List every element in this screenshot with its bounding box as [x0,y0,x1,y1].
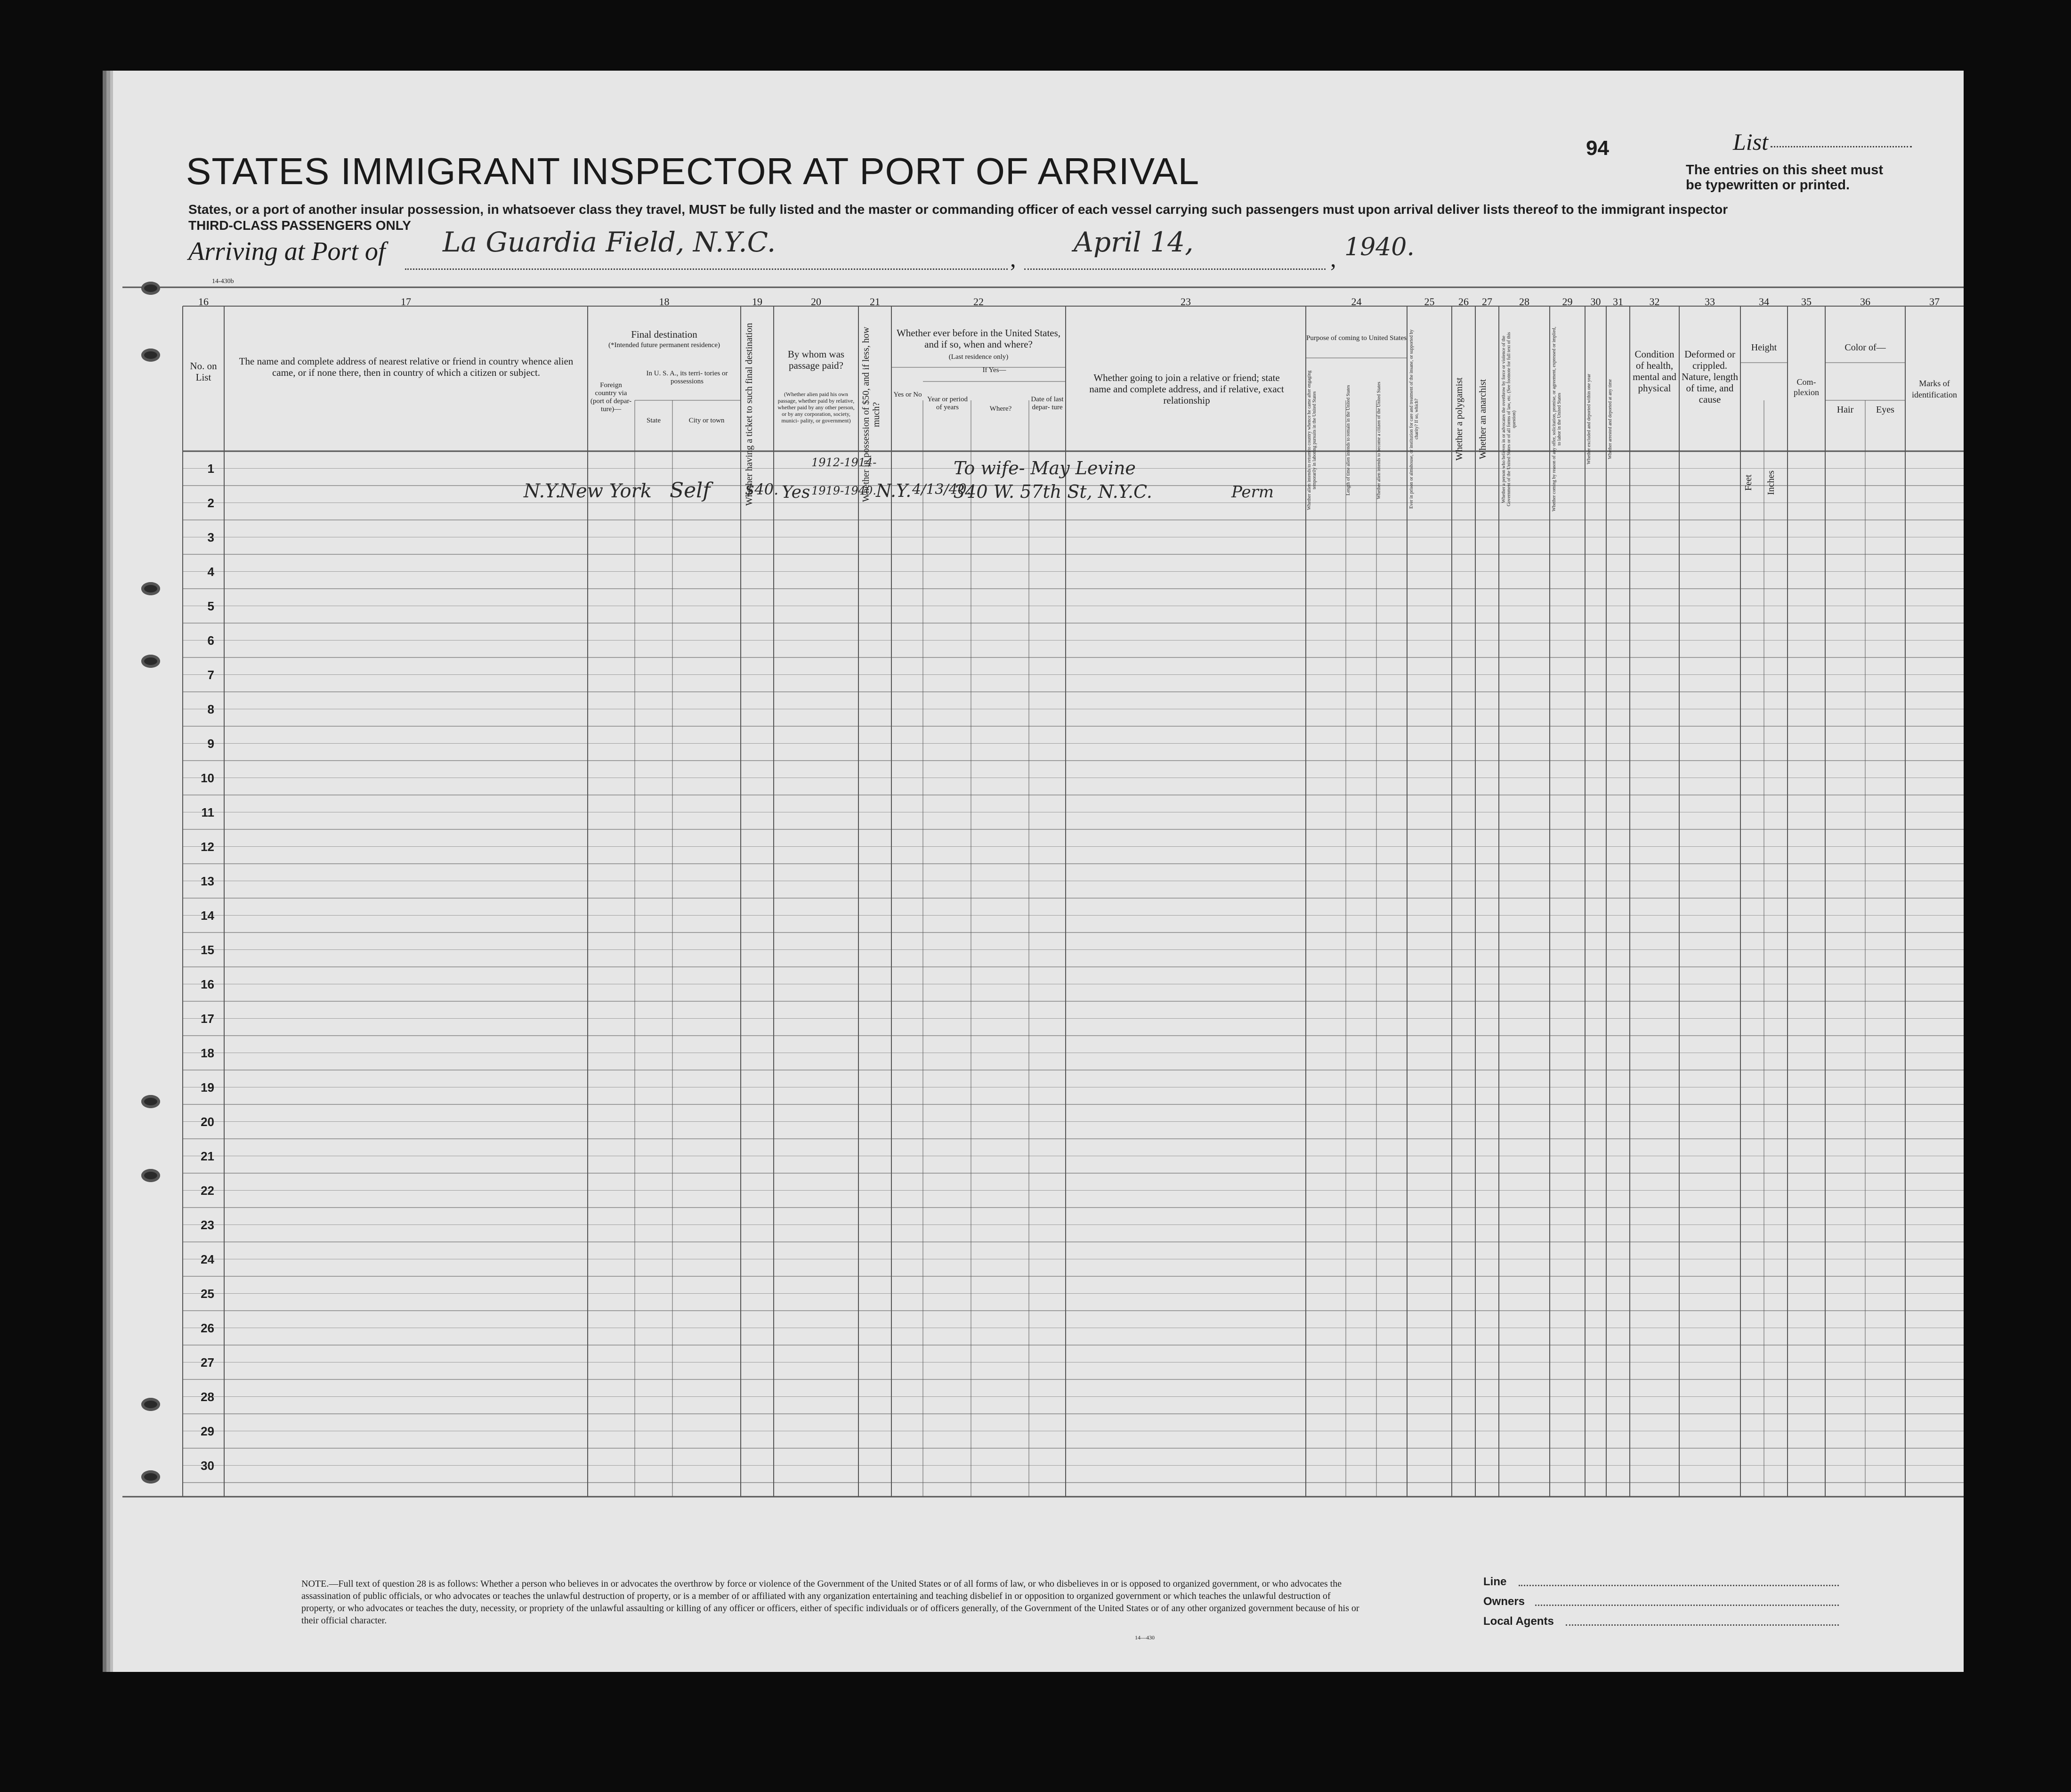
line-label: Line [1483,1575,1507,1588]
header-purpose-length: Length of time alien intends to remain in the United States [1346,385,1351,496]
row-number: 28 [201,1390,214,1404]
header-anarchist: Whether an anarchist [1478,379,1488,459]
col-number: 32 [1649,296,1660,308]
col-number: 19 [752,296,762,308]
binder-hole [141,582,160,595]
row-number: 14 [201,908,214,923]
page-title: STATES IMMIGRANT INSPECTOR AT PORT OF ARRIVAL [186,150,1200,192]
entry-yes-no: Yes [782,483,810,502]
row-number: 17 [201,1012,214,1026]
header-passage-paid-sub: (Whether alien paid his own passage, whether paid by relative, whether paid by any other person, or by any corporation, society, munici- pality, or government) [777,391,855,424]
entry-purpose: Perm [1231,483,1274,502]
header-purpose: Purpose of coming to United States [1306,334,1407,342]
col-number: 18 [659,296,670,308]
entry-years-2: 1919-1940. [811,484,876,497]
col-number: 27 [1482,296,1492,308]
row-number: 25 [201,1287,214,1301]
header-purpose-citizen: Whether alien intends to become a citizen of the United States [1376,381,1382,499]
owners-field [1535,1605,1839,1606]
row-number: 2 [207,496,214,510]
row-number: 20 [201,1115,214,1129]
row-number: 1 [207,462,214,476]
col-number: 34 [1759,296,1769,308]
row-number: 26 [201,1321,214,1335]
header-if-yes: If Yes— [982,366,1006,374]
row-number: 9 [207,737,214,751]
col-number: 26 [1458,296,1469,308]
date-value: April 14, [1074,226,1194,258]
row-number: 30 [201,1459,214,1473]
header-going-to-join: Whether going to join a relative or friend; state name and complete address, and if relative, exact relationship [1089,372,1284,406]
owners-label: Owners [1483,1595,1525,1608]
binder-hole [141,1095,160,1108]
local-agents-label: Local Agents [1483,1615,1554,1628]
entry-money: $40. [745,480,779,498]
row-number: 4 [207,565,214,579]
header-excluded-deported: Whether excluded and deported within one year [1586,373,1592,465]
col-number: 17 [401,296,411,308]
row-number: 29 [201,1424,214,1438]
header-deformed: Deformed or crippled. Nature, length of time, and cause [1681,349,1739,405]
row-number: 27 [201,1355,214,1370]
col-number: 16 [198,296,209,308]
footnote-question-28: NOTE.—Full text of question 28 is as follows: Whether a person who believes in or advocates the overthrow by force or violence of the Government of the United States or of all forms of law, or who disbelieves in or is opposed to organized government, or who advocates the assassination of public officials, or who advocates or teaches the unlawful destruction of property, or is a member of or affiliated with any organization entertaining and teaching disbelief in or opposition to organized government or which teaches the unlawful destruction of property, or who advocates or teaches the duty, necessity, or propriety of the unlawful assaulting or killing of any officer or officers, either of specific individuals or of officers generally, of the Government of the United States or of any other organized government because of his or their official character. [301,1579,1359,1626]
header-eyes: Eyes [1876,405,1894,415]
header-nearest-relative: The name and complete address of nearest relative or friend in country whence alien came, or if none there, then in country of which a citizen or subject. [239,356,574,378]
row-number: 13 [201,874,214,888]
manifest-sheet [113,71,1964,1672]
header-offer-labor: Whether coming by reason of any offer, solicitation, promise, or agreement, expressed or implied, to labor in the United States [1552,326,1562,512]
header-ever-before-in-us: Whether ever before in the United States, and if so, when and where? [896,327,1061,350]
sheet-number: 94 [1586,137,1609,160]
row-number: 6 [207,633,214,648]
row-number: 19 [201,1080,214,1095]
header-purpose-return: Whether alien intends to return to country whence he came after engaging temporarily in laboring pursuits in the United States [1307,370,1317,511]
header-question-28: Whether a person who believes in or advocates the overthrow by force or violence of the Government of the United States or of all forms of law, etc. (See footnote for full text of this question) [1501,332,1517,506]
header-height: Height [1751,342,1777,353]
header-health: Condition of health, mental and physical [1633,349,1676,394]
header-fifty-dollars: Whether in possession of $50, and if less, how much? [861,326,882,503]
col-number: 25 [1424,296,1435,308]
col-number: 28 [1519,296,1529,308]
binder-hole [141,1470,160,1484]
row-number: 10 [201,771,214,785]
entries-note-line-2: be typewritten or printed. [1686,178,1850,193]
row-number: 23 [201,1218,214,1232]
header-marks-identification: Marks of identification [1912,379,1957,399]
list-label: List [1733,129,1769,155]
row-number: 5 [207,599,214,613]
row-number: 22 [201,1184,214,1198]
header-in-usa: In U. S. A., its terri- tories or possessions [646,370,728,385]
entries-note-line-1: The entries on this sheet must [1686,162,1883,178]
header-state: State [647,417,661,424]
header-inches: Inches [1766,470,1776,495]
header-prison-almshouse: Ever in prison or almshouse, or institution for care and treatment of the insane, or supported by charity? If so, which? [1409,329,1419,509]
row-number: 15 [201,943,214,957]
line-field [1519,1585,1839,1586]
row-number: 16 [201,977,214,991]
binder-hole [141,1169,160,1182]
entry-city: New York [559,480,652,502]
col-number: 29 [1562,296,1573,308]
row-number: 3 [207,530,214,544]
manifest-grid [113,71,1964,1672]
row-number: 8 [207,702,214,716]
binder-hole [141,1398,160,1411]
row-number: 18 [201,1046,214,1060]
binder-hole [141,349,160,362]
year-value: 1940. [1344,233,1415,261]
col-number: 23 [1181,296,1191,308]
entry-paid-by: Self [670,478,711,503]
instructions-line-2: THIRD-CLASS PASSENGERS ONLY [188,218,411,233]
comma-separator: , [1010,245,1016,272]
header-where: Where? [989,405,1012,413]
port-value: La Guardia Field, N.Y.C. [443,226,776,258]
header-complexion: Com- plexion [1794,377,1819,397]
row-number: 12 [201,840,214,854]
entry-date-departure: 4/13/40. [912,481,971,498]
header-polygamist: Whether a polygamist [1454,377,1464,461]
header-arrested-deported: Whether arrested and deported at any time [1608,379,1613,459]
arriving-label: Arriving at Port of [188,237,386,266]
form-number-bottom: 14—430 [1135,1634,1155,1641]
entry-join-line-2: 340 W. 57th St, N.Y.C. [954,481,1152,502]
col-number: 36 [1860,296,1870,308]
header-final-destination-sub: (*Intended future permanent residence) [608,341,720,349]
col-number: 21 [870,296,880,308]
entry-state: N.Y. [524,480,561,502]
entry-years-1: 1912-1914- [811,456,877,469]
header-date-last-departure: Date of last depar- ture [1031,396,1064,411]
header-final-destination: Final destination [631,329,697,340]
row-number: 7 [207,668,214,682]
header-last-residence: (Last residence only) [948,353,1009,361]
row-number: 21 [201,1149,214,1163]
col-number: 37 [1929,296,1940,308]
header-year-period: Year or period of years [927,396,968,411]
comma-separator-2: , [1330,245,1336,272]
binder-hole [141,282,160,295]
header-no-on-list: No. on List [190,360,217,383]
local-agents-field [1566,1624,1839,1626]
col-number: 22 [973,296,984,308]
header-city: City or town [688,417,725,424]
header-ticket: Whether having a ticket to such final destination [744,323,754,506]
binder-hole [141,655,160,668]
instructions-line-1: States, or a port of another insular possession, in whatsoever class they travel, MUST be fully listed and the master or commanding officer of each vessel carrying such passengers must upon arrival deliver lists thereof to the immigrant inspector [188,202,1728,217]
header-foreign-country: Foreign country via (port of depar- ture)— [590,381,632,413]
header-color-of: Color of— [1844,342,1886,353]
header-feet: Feet [1743,474,1754,491]
header-yes-no: Yes or No [893,391,922,398]
entry-join-line-1: To wife- May Levine [954,458,1136,478]
entry-where: N.Y. [876,480,912,501]
col-number: 33 [1705,296,1715,308]
col-number: 20 [811,296,821,308]
form-number-top: 14-430b [212,278,234,285]
row-number: 24 [201,1252,214,1266]
col-number: 31 [1613,296,1623,308]
header-hair: Hair [1836,405,1854,415]
col-number: 30 [1590,296,1601,308]
row-number: 11 [201,805,214,819]
header-passage-paid: By whom was passage paid? [787,349,845,371]
col-number: 35 [1801,296,1812,308]
col-number: 24 [1351,296,1362,308]
